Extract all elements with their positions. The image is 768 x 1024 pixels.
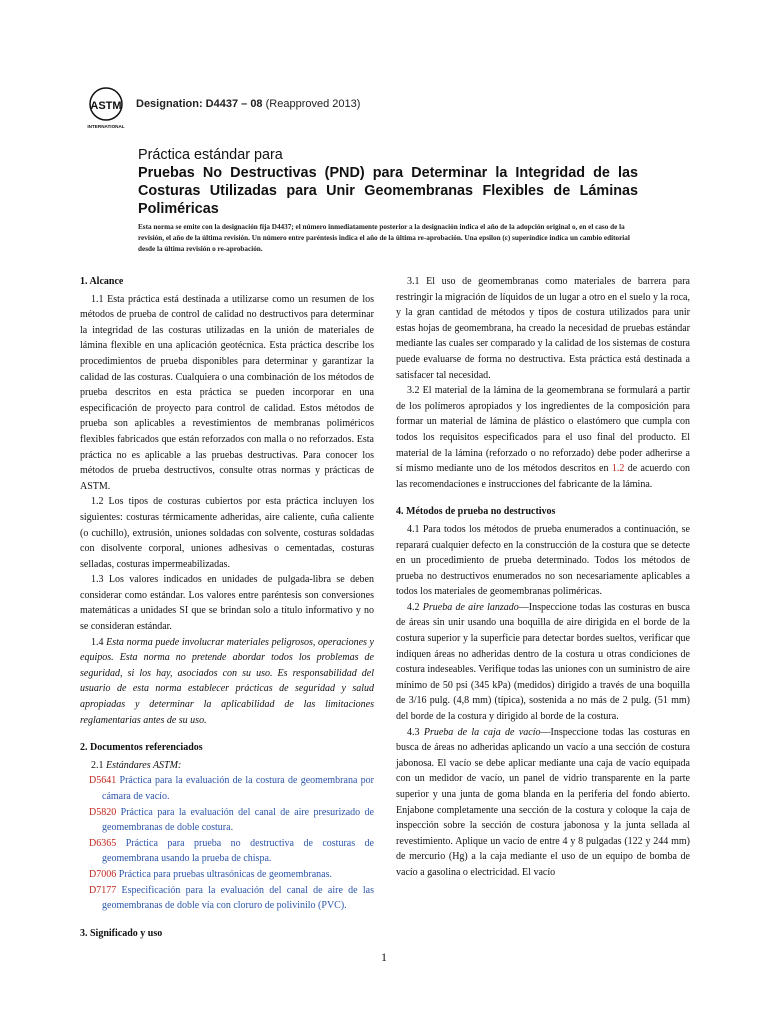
reference-code[interactable]: D6365 (89, 837, 117, 849)
paragraph-text: —Inspeccione todas las costuras en busca de áreas sin unir usando una boquilla de aire dirigida en el borde de la costura superior y la superficie para detectar bordes sueltos, verificar que indiquen áreas no adheridas dentro de la costura u otras condiciones de costura indeseables. Verifique todas las uniones con un suministro de aire mínimo de 50 psi (345 kPa) (medidos) dirigido a través de una boquilla de 3/16 pulg. (4,8 mm) (típica), sostenida a no más de 2 pulg. (51 mm) del borde de la costura y dirigido al borde de la costura. (396, 601, 690, 723)
designation-code: Designation: D4437 – 08 (136, 98, 263, 110)
test-name: Prueba de la caja de vacío (423, 726, 541, 738)
reference-code[interactable]: D7006 (89, 868, 117, 880)
reference-item[interactable] (80, 836, 374, 867)
astm-logo (86, 86, 126, 130)
paragraph-text: 3.2 El material de la lámina de la geomembrana se formulará a partir de los polímeros apropiados y los ingredientes de la composición para formar un material de lámina de plástico o elastómero que cumpla con todos los requisitos especificados para el uso final del producto. El material de la lámina (reforzado o no reforzado) debe poder adherirse a sí mismo mediante uno de los métodos descritos en (396, 385, 690, 475)
designation (136, 98, 360, 110)
reference-link[interactable]: Práctica para prueba no destructiva de costuras de geomembrana usando la prueba de chispa. (102, 837, 374, 865)
paragraph-3-2 (396, 383, 690, 492)
svg-text:ASTM: ASTM (90, 100, 122, 112)
document-header (86, 86, 686, 132)
designation-note: Esta norma se emite con la designación fija D4437; el número inmediatamente posterior a la designación indica el año de la adopción original o, en el caso de la revisión, el año de la última revisión. Un número entre paréntesis indica el año de la última re-aprobación. Una epsilon (ε) superíndice indica un cambio editorial desde la última revisión o re-aprobación. (138, 223, 630, 253)
reapproved-label: (Reapproved 2013) (265, 98, 361, 110)
reference-link[interactable]: Especificación para la evaluación del canal de aire de las geomembranas de doble vía con cloruro de polivinilo (PVC). (102, 884, 375, 912)
right-column (396, 274, 690, 881)
reference-code[interactable]: D5820 (89, 806, 117, 818)
title-line-4: Poliméricas (138, 201, 219, 217)
paragraph-number: 2.1 (91, 759, 106, 771)
paragraph-number: 1.4 (91, 636, 104, 648)
paragraph-text: —Inspeccione todas las costuras en busca de áreas no adheridas aplicando un vacío a una sección de costura jabonosa. El vacío se debe aplicar mediante una caja de vacío equipada con un medidor de vacío, un panel de vidrio transparente en la parte superior y una junta de goma blanda en la periferia del fondo abierto. Enjabone completamente una sección de la costura y coloque la caja de inspección sobre la sección de costura jabonosa y la junta sellada al revestimiento. Aplique un vacío de entre 4 y 8 pulgadas (122 y 244 mm) de mercurio (Hg) a la caja mediante el uso de un equipo de bomba de vacío a gasolina o electricidad. El vacío (396, 726, 690, 878)
paragraph-1-1: 1.1 Esta práctica está destinada a utilizarse como un resumen de los métodos de prueba de control de calidad no destructivos para determinar la integridad de las costuras utilizadas en la unión de materiales de lámina flexible en una aplicación geotécnica. Esta práctica describe los procedimientos de prueba disponibles para determinar y garantizar la calidad de las costuras. Cualquiera o una combinación de los métodos de prueba descritos en esta práctica se pueden incorporar en una especificación de proyecto para control de calidad. Estos métodos de prueba son aplicables a revestimientos de membranas poliméricos flexibles fabricados que están reforzados con malla o no reforzados. Esta práctica no es aplicable a las pruebas destructivas. Para conocer los métodos de prueba destructivos, consulte otras normas y prácticas de ASTM. (80, 293, 374, 492)
paragraph-text: de acuerdo con las recomendaciones e instrucciones del fabricante de la lámina. (396, 463, 690, 490)
reference-code[interactable]: D5641 (89, 775, 117, 787)
paragraph-3-1: 3.1 El uso de geomembranas como materiales de barrera para restringir la migración de líquidos de un lugar a otro en el suelo y la roca, y la gran cantidad de métodos y tipos de costura utilizados para unir estas hojas de geomembrana, ha creado la necesidad de pruebas estándar mediante las cuales ser comparado y la calidad de los sistemas de costura puede evaluarse de forma no destructiva. Esta práctica está destinada a satisfacer tal necesidad. (396, 276, 690, 381)
paragraph-2-1 (80, 758, 374, 774)
document-title (138, 146, 638, 218)
paragraph-1-2: 1.2 Los tipos de costuras cubiertos por esta práctica incluyen los siguientes: costuras térmicamente adheridas, aire caliente, cuña caliente (o cuchillo), extrusión, uniones soldadas con solvente, costuras soldadas con disolvente corporal, uniones adhesivas o cementadas, costuras selladas, costuras impermeabilizadas. (80, 496, 374, 570)
reference-item[interactable] (80, 805, 374, 836)
reference-link[interactable]: Práctica para la evaluación del canal de aire presurizado de geomembranas de doble costura. (102, 806, 374, 834)
paragraph-1-3: 1.3 Los valores indicados en unidades de pulgada-libra se deben considerar como estándar. Los valores entre paréntesis son conversiones matemáticas a unidades SI que se brindan solo a título informativo y no se consideran estándar. (80, 574, 374, 633)
paragraph-1-4 (80, 635, 374, 729)
reference-item[interactable] (80, 867, 374, 883)
title-line-1: Práctica estándar para (138, 147, 283, 163)
page-number: 1 (381, 950, 387, 964)
title-line-2: Pruebas No Destructivas (PND) para Determinar la Integridad de las (138, 165, 638, 181)
reference-link[interactable]: Práctica para pruebas ultrasónicas de geomembranas. (118, 868, 332, 880)
section-heading-metodos: 4. Métodos de prueba no destructivos (396, 506, 556, 518)
title-line-3: Costuras Utilizadas para Unir Geomembranas Flexibles de Láminas (138, 183, 638, 199)
safety-statement: Esta norma puede involucrar materiales peligrosos, operaciones y equipos. Esta norma no pretende abordar todos los problemas de seguridad, si los hay, asociados con su uso. Es responsabilidad del usuario de esta norma establecer prácticas de seguridad y salud apropiadas y determinar la aplicabilidad de las limitaciones reglamentarias antes de su uso. (80, 636, 374, 726)
reference-item[interactable] (80, 773, 374, 804)
reference-item[interactable] (80, 883, 374, 914)
paragraph-number: 4.2 (407, 601, 423, 613)
reference-code[interactable]: D7177 (89, 884, 117, 896)
reference-link[interactable]: Práctica para la evaluación de la costura de geomembrana por cámara de vacío. (102, 775, 374, 802)
left-column (80, 274, 374, 943)
paragraph-4-1: 4.1 Para todos los métodos de prueba enumerados a continuación, se reparará cualquier defecto en la construcción de la costura que se detecte en un procedimiento de prueba determinado. Todos los métodos de prueba no destructivos enumerados no son necesariamente aplicables a todos los materiales de geomembranas poliméricas. (396, 523, 690, 598)
svg-text:INTERNATIONAL: INTERNATIONAL (87, 124, 125, 129)
section-heading-alcance: 1. Alcance (80, 276, 124, 287)
paragraph-number: 4.3 (407, 726, 424, 738)
section-link[interactable]: 1.2 (611, 463, 625, 475)
test-name: Prueba de aire lanzado (422, 601, 519, 613)
section-heading-documentos: 2. Documentos referenciados (80, 742, 203, 754)
paragraph-4-2 (396, 600, 690, 725)
paragraph-4-3 (396, 725, 690, 881)
section-heading-significado: 3. Significado y uso (80, 927, 163, 939)
astm-standards-label: Estándares ASTM: (106, 759, 182, 771)
